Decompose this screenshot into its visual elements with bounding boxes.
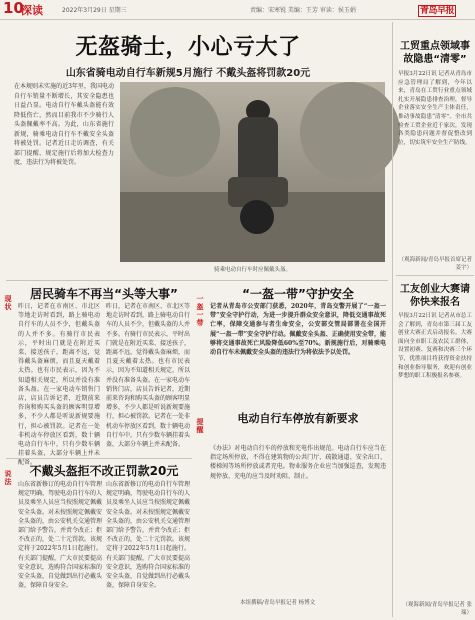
sidebar-divider — [392, 22, 393, 617]
main-headline: 无盔骑士，小心亏大了 — [75, 35, 301, 60]
photo-caption: 骑乘电动自行车时应佩戴头盔。 — [213, 267, 291, 273]
byline: 本组撰稿/青岛早报记者 杨博文 — [240, 600, 316, 606]
section-name: 深读 — [21, 4, 43, 17]
section-title: 不戴头盔拒不改正罚款20元 — [29, 464, 179, 478]
section-body: 昨日，记者在市南区、市北区等地走访时看到，路上骑电动自行车的人员不少，但戴头盔的人并不多。有骑行市民表示，平时出门就是在附近买菜、接送孩子，距离不远，觉得戴头盔麻烦，而且夏天戴着太热。也有市民表示，因为不知道相关规定，所以并没有准备头盔。在一家电动车销售门店，店员告诉记者，近期前来咨询和购买头盔的顾客明显增多，不少人都是听说新规要施行，担心被罚款。记者在一处非机动车停放区看到，数十辆电动自行车中，只有少数车辆挂着头盔，大部分车辆上并未配备。 — [18, 303, 100, 467]
lead-paragraph: 在本规则未实施的近3年里，我国电动自行车销量不断增长，其安全隐患也日益凸显。电动自行车戴头盔能有效降低伤亡，然而目前我市不少骑行人头盔佩戴率不高。为此，山东省施行新规，骑乘电动自行车不戴安全头盔将被处罚。记者近日走访调查，有关部门提醒，规定施行后将加大检查力度，违法行为将被处罚。 — [14, 83, 114, 166]
sidebar-story-title: 工友创业大赛请你快来报名 — [400, 284, 470, 308]
sidebar-story-credit: （观海新闻/青岛早报首席记者 姜宇） — [398, 257, 472, 271]
section-body: 山东省新修订的电动自行车管理规定明确，驾驶电动自行车的人员及乘坐人员应当按照规定佩戴安全头盔。对未按照规定佩戴安全头盔的，由公安机关交通管理部门给予警告，并责令改正；拒不改正的，处二十元罚款。该规定将于2022年5月1日起施行。有关部门提醒，广大市民要提高安全意识，选购符合国家标准的安全头盔，自觉做到出行必戴头盔，保障自身安全。 — [18, 481, 103, 590]
section-title: 居民骑车不再当“头等大事” — [30, 287, 178, 301]
section-title: 电动自行车停放有新要求 — [237, 412, 359, 425]
sidebar-story-credit: （观海新闻/青岛早报记者 张瑞） — [402, 602, 472, 616]
section-tag: 说法 — [4, 470, 12, 486]
sidebar-story-body: 早报3月22日讯 记者从青岛市应急管理局了解到，今年以来，青岛在工贸行业重点领域扎实开展隐患排查治理，督导企业落实安全生产主体责任，推动事故隐患“清零”。全市共检查工贸企业近千家次，发现各类隐患问题并督促整改到位，切实筑牢安全生产防线。 — [398, 71, 472, 146]
section-body-continued: 山东省新修订的电动自行车管理规定明确，驾驶电动自行车的人员及乘坐人员应当按照规定佩戴安全头盔。对未按照规定佩戴安全头盔的，由公安机关交通管理部门给予警告，并责令改正；拒不改正的，处二十元罚款。该规定将于2022年5月1日起施行。有关部门提醒，广大市民要提高安全意识，选购符合国家标准的安全头盔，自觉做到出行必戴头盔，保障自身安全。 — [106, 481, 191, 590]
divider — [396, 275, 474, 276]
issue-date: 2022年3月29日 星期三 — [62, 7, 127, 14]
section-body: 记者从青岛市公安部门获悉，2020年，青岛交警开展了“一盔一带”安全守护行动，为进一步提升群众安全意识，降低交通事故死亡率，保障交通参与者生命安全，公安部交管局部署在全国开展“一盔一带”安全守护行动。佩戴安全头盔、正确使用安全带，能够将交通事故死亡风险降低60%至70%。新规施行后，对骑乘电动自行车未佩戴安全头盔的违法行为将依法予以处罚。 — [210, 303, 386, 357]
main-subhead: 山东省骑电动自行车新规5月施行 不戴头盔将罚款20元 — [65, 68, 311, 79]
divider — [6, 280, 388, 281]
section-body: 《办法》对电动自行车的停放和充电作出规范。电动自行车应当在指定场所停放，不得在建筑物的公共门厅、疏散通道、安全出口、楼梯间等场所停放或者充电。物业服务企业应当加强巡查，发现违规停放、充电的应当及时劝阻、制止。 — [210, 445, 386, 480]
page-number: 10 — [3, 0, 24, 17]
section-title: “一盔一带”守护安全 — [242, 287, 354, 301]
section-tag: 一盔一带 — [196, 295, 204, 327]
editor-credits: 责编：宋寒锐 美编：王芳 审读：侯玉娟 — [250, 7, 356, 14]
newspaper-logo: 青岛早报 — [420, 6, 455, 16]
section-tag: 提醒 — [196, 418, 204, 434]
news-photo — [120, 82, 385, 262]
section-tag: 现状 — [4, 295, 12, 311]
page-header — [0, 0, 475, 20]
sidebar-story-body: 早报3月22日讯 记者从市总工会了解到，青岛市第三届工友创业大赛正式启动报名。大赛面向全市职工及农民工群体，设置初赛、复赛和决赛三个环节，优胜项目将获得资金扶持和创业指导服务，欢迎有创业梦想的职工积极报名参赛。 — [398, 313, 472, 380]
sidebar-story-title: 工贸重点领域事故隐患“清零” — [400, 41, 470, 65]
section-body-continued: 昨日，记者在市南区、市北区等地走访时看到，路上骑电动自行车的人员不少，但戴头盔的人并不多。有骑行市民表示，平时出门就是在附近买菜、接送孩子，距离不远，觉得戴头盔麻烦，而且夏天戴着太热。也有市民表示，因为不知道相关规定，所以并没有准备头盔。在一家电动车销售门店，店员告诉记者，近期前来咨询和购买头盔的顾客明显增多，不少人都是听说新规要施行，担心被罚款。记者在一处非机动车停放区看到，数十辆电动自行车中，只有少数车辆挂着头盔，大部分车辆上并未配备。 — [106, 303, 191, 449]
divider — [6, 458, 192, 459]
